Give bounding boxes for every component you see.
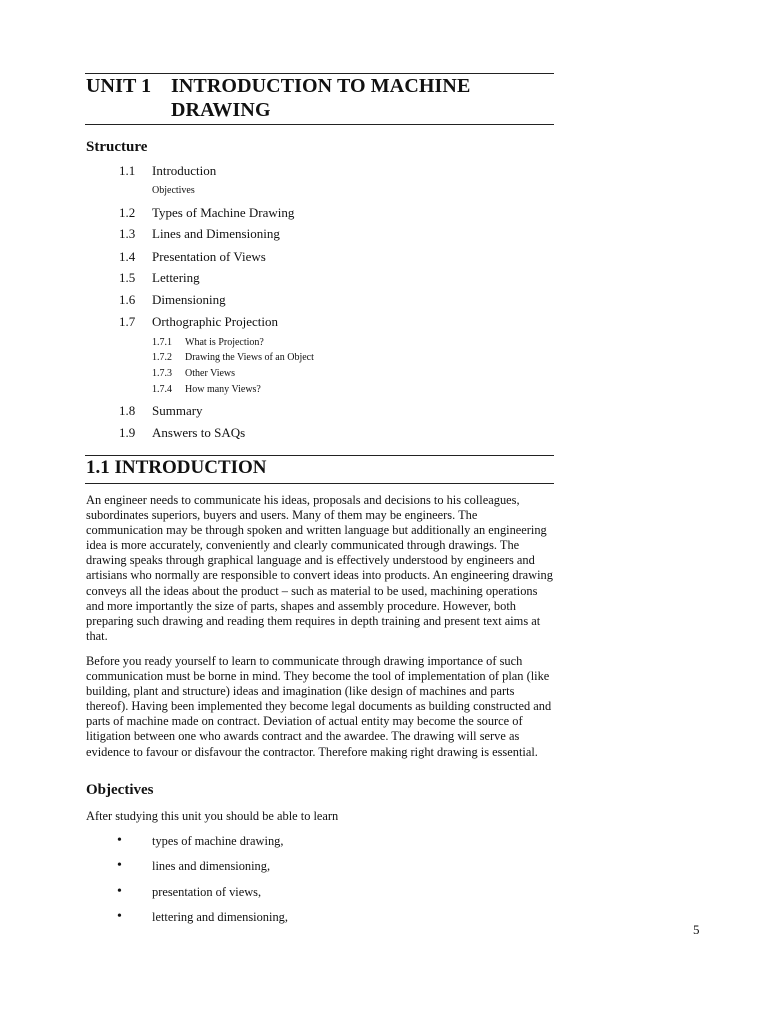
toc-title: Summary — [152, 403, 203, 418]
toc-title: Introduction — [152, 163, 217, 178]
title-bottom-rule — [85, 124, 554, 125]
objective-text: lettering and dimensioning, — [152, 910, 288, 924]
toc-number: 1.7.2 — [152, 352, 172, 363]
toc-title: Dimensioning — [152, 292, 226, 307]
toc-title: Orthographic Projection — [152, 314, 278, 329]
toc-title: Lettering — [152, 270, 200, 285]
objectives-intro: After studying this unit you should be able to learn — [86, 809, 339, 823]
toc-title: Presentation of Views — [152, 249, 266, 264]
bullet-icon: • — [117, 833, 122, 848]
toc-number: 1.7.3 — [152, 368, 172, 379]
bullet-icon: • — [117, 909, 122, 924]
toc-number: 1.7 — [119, 314, 136, 329]
toc-title: What is Projection? — [185, 337, 264, 348]
toc-title: Lines and Dimensioning — [152, 226, 280, 241]
toc-number: 1.7.4 — [152, 384, 172, 395]
structure-heading: Structure — [86, 139, 148, 155]
toc-number: 1.7.1 — [152, 337, 172, 348]
unit-title-text: INTRODUCTION TO MACHINE DRAWING — [171, 75, 471, 121]
page-number: 5 — [693, 922, 700, 937]
toc-number: 1.8 — [119, 403, 136, 418]
toc-number: 1.3 — [119, 226, 136, 241]
toc-title: Types of Machine Drawing — [152, 205, 295, 220]
unit-number: UNIT 1 — [86, 75, 152, 97]
toc-number: 1.4 — [119, 249, 136, 264]
toc-title: Objectives — [152, 185, 195, 196]
toc-title: Drawing the Views of an Object — [185, 352, 314, 363]
toc-number: 1.9 — [119, 425, 136, 440]
objective-text: lines and dimensioning, — [152, 859, 271, 873]
toc-number: 1.6 — [119, 292, 136, 307]
section-bottom-rule — [85, 483, 554, 484]
intro-paragraph-1: An engineer needs to communicate his ideas, proposals and decisions to his colleagues, subordinates superiors, buyers and users. Many of them may be engineers. The communication may be through spoken and written language but additionally an engineering idea is more accurately, conveniently and clearly communicated through drawings. The drawing speaks through graphical language and is effectively understood by engineers and artisians who normally are responsible to convert ideas into products. An engineering drawing conveys all the ideas about the product – such as material to be used, machining operations and more importantly the size of parts, shapes and assembly procedure. However, both preparing such drawing and reading them requires in depth training and present text aims at that. — [86, 493, 553, 643]
toc-number: 1.2 — [119, 205, 136, 220]
toc-number: 1.5 — [119, 270, 136, 285]
objective-text: types of machine drawing, — [152, 834, 284, 848]
section-heading: 1.1 INTRODUCTION — [86, 457, 267, 478]
bullet-icon: • — [117, 884, 122, 899]
objectives-heading: Objectives — [86, 782, 154, 798]
intro-paragraph-2: Before you ready yourself to learn to communicate through drawing importance of such communication must be borne in mind. They become the tool of implementation of plan (like building, plant and structure) ideas and imagination (like design of machines and parts thereof). Having been implemented they become legal documents as building constructed and parts of machine made on contract. Deviation of actual entity may become the source of litigation between one who awards contract and the awardee. The drawing will serve as evidence to favour or disfavour the contractor. Therefore making right drawing is essential. — [86, 654, 552, 759]
toc-title: Other Views — [185, 368, 236, 379]
toc-title: How many Views? — [185, 384, 261, 395]
bullet-icon: • — [117, 858, 122, 873]
objective-text: presentation of views, — [152, 885, 262, 899]
toc-title: Answers to SAQs — [152, 425, 246, 440]
toc-number: 1.1 — [119, 163, 136, 178]
